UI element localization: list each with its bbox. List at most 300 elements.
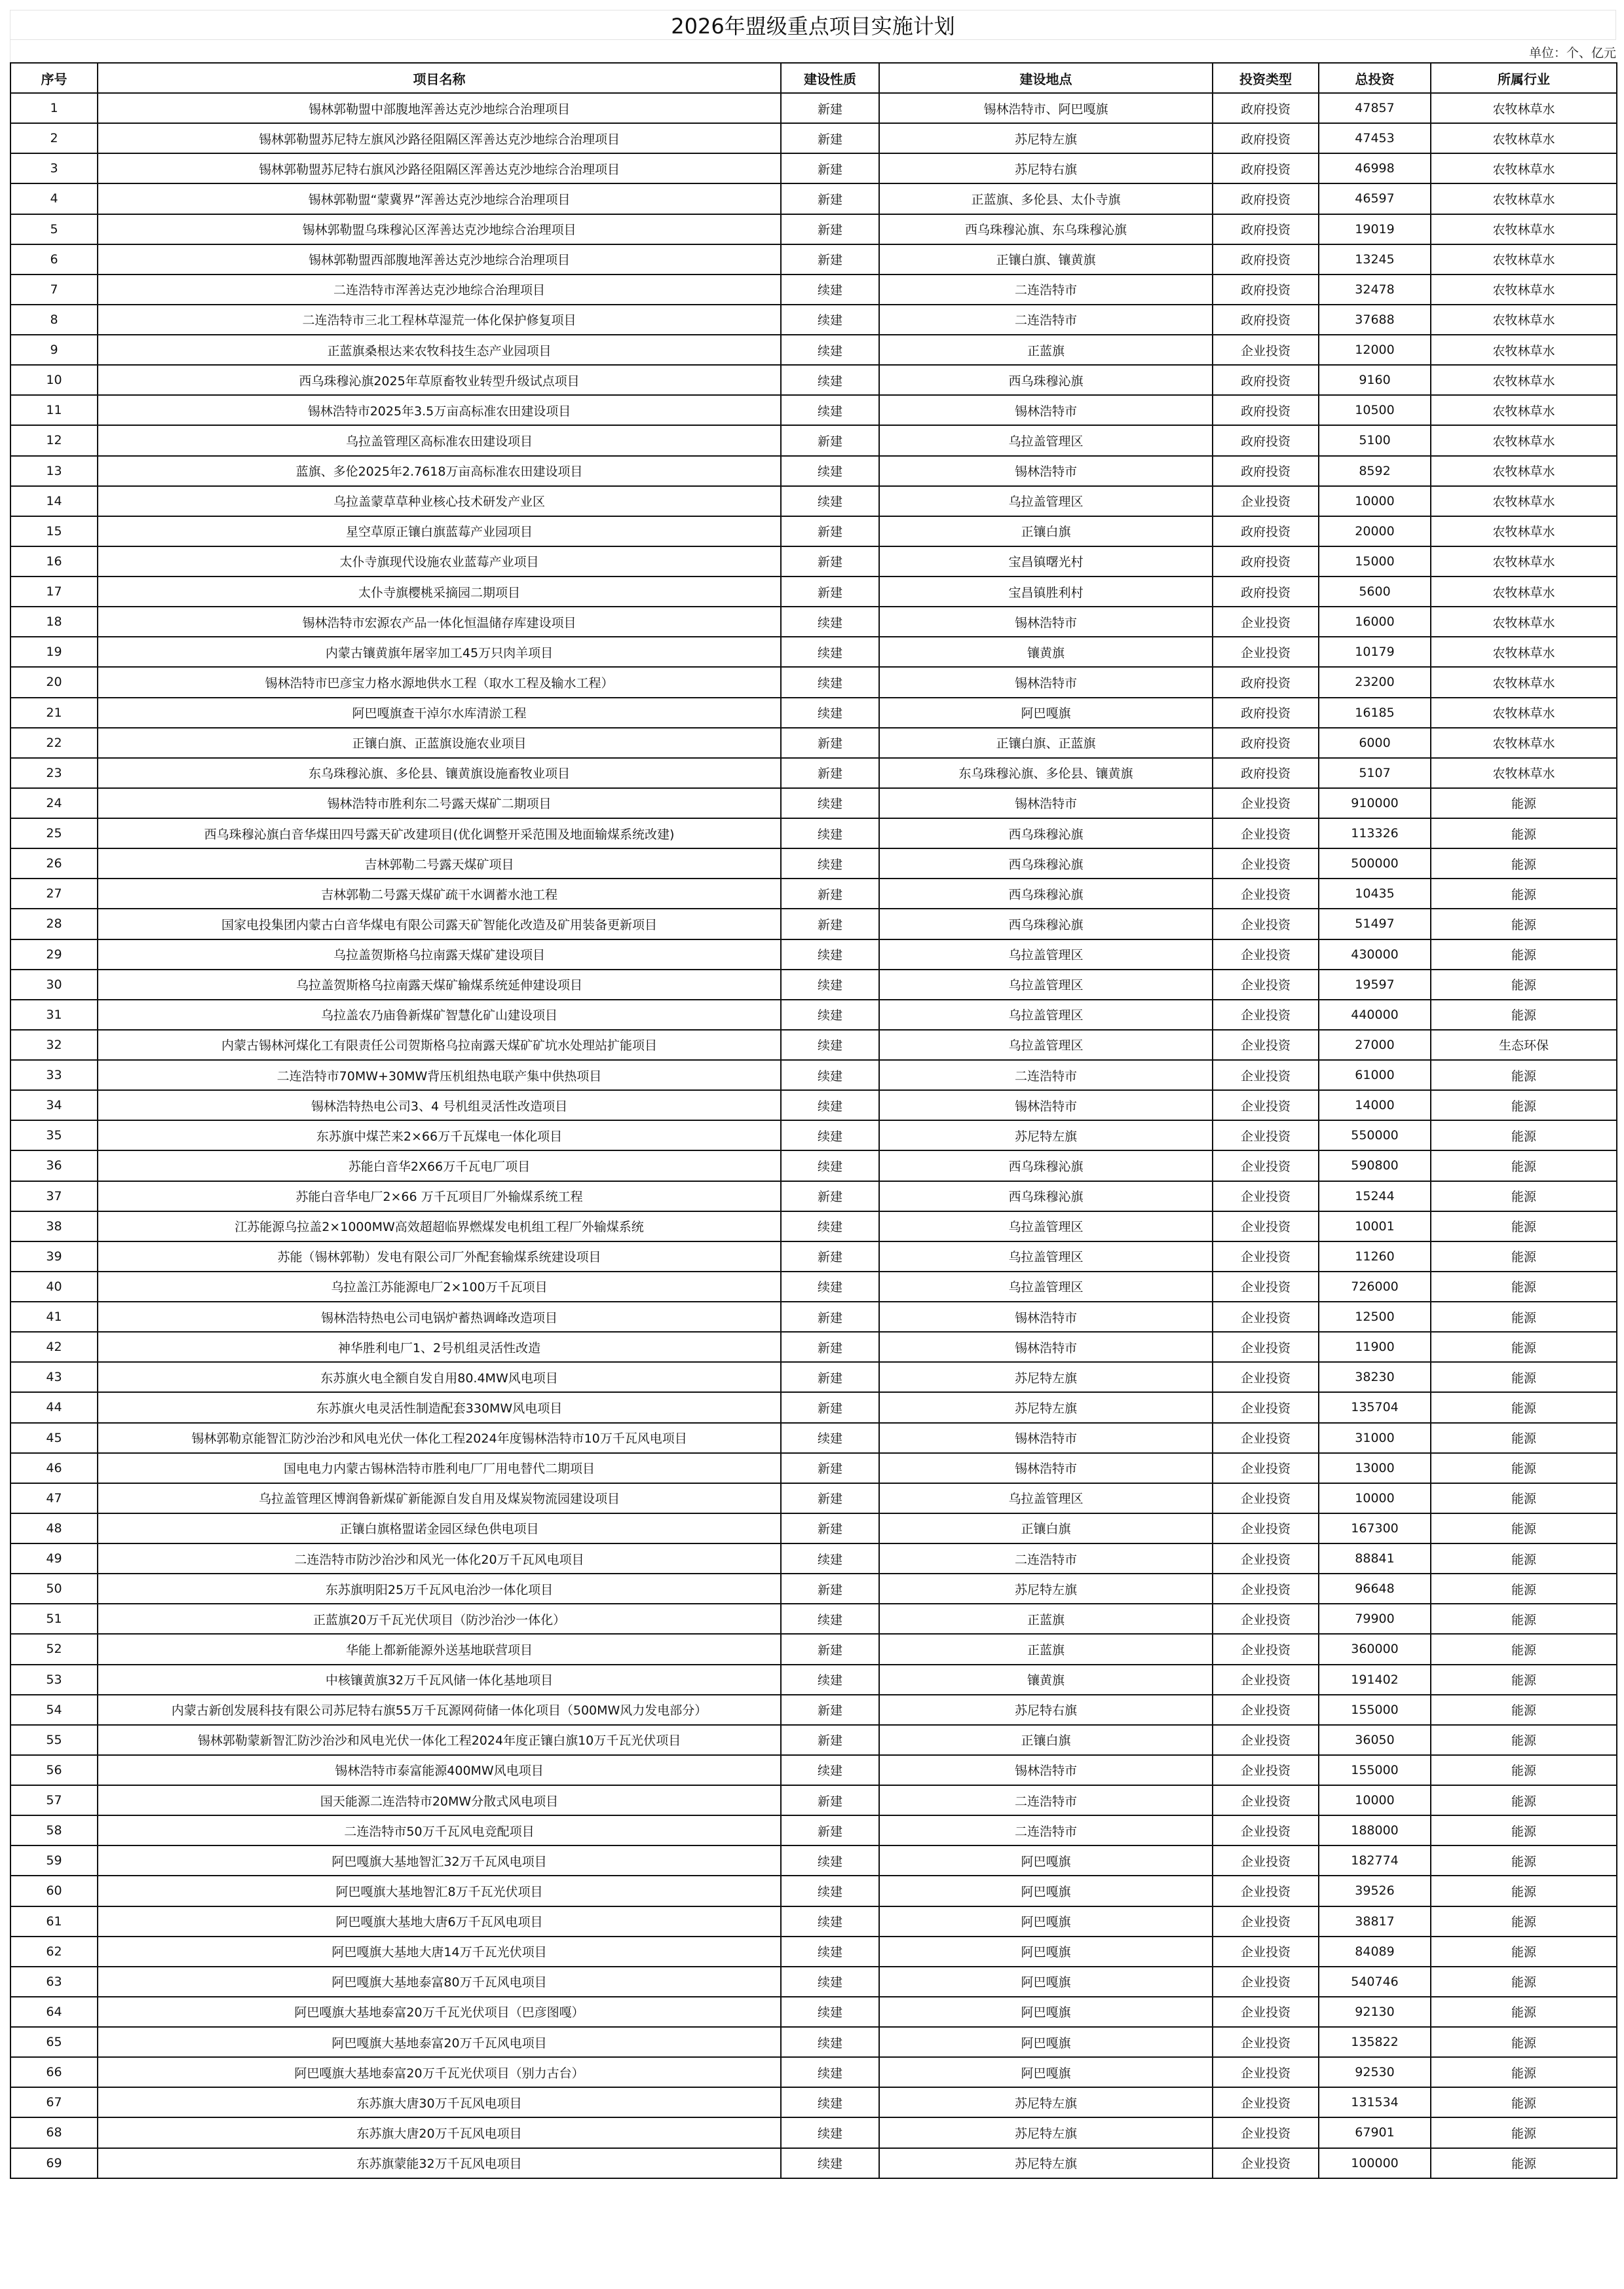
table-row bbox=[10, 335, 1617, 365]
cell-location: 锡林浩特市 bbox=[879, 1423, 1213, 1453]
cell-investment-type: 企业投资 bbox=[1213, 1090, 1319, 1120]
cell-investment-type: 企业投资 bbox=[1213, 1000, 1319, 1030]
cell-total-investment: 31000 bbox=[1319, 1423, 1431, 1453]
cell-construction-type: 续建 bbox=[781, 788, 879, 818]
table-row bbox=[10, 970, 1617, 1000]
cell-investment-type: 企业投资 bbox=[1213, 1634, 1319, 1664]
table-row bbox=[10, 2057, 1617, 2087]
cell-investment-type: 企业投资 bbox=[1213, 486, 1319, 516]
cell-industry: 能源 bbox=[1431, 1272, 1617, 1302]
cell-construction-type: 新建 bbox=[781, 183, 879, 214]
cell-total-investment: 5107 bbox=[1319, 758, 1431, 788]
cell-construction-type: 续建 bbox=[781, 365, 879, 395]
cell-project-name: 乌拉盖江苏能源电厂2×100万千瓦项目 bbox=[98, 1272, 781, 1302]
cell-location: 西乌珠穆沁旗 bbox=[879, 848, 1213, 879]
cell-project-name: 苏能（锡林郭勒）发电有限公司厂外配套输煤系统建设项目 bbox=[98, 1241, 781, 1272]
cell-investment-type: 企业投资 bbox=[1213, 1120, 1319, 1150]
cell-investment-type: 企业投资 bbox=[1213, 1574, 1319, 1604]
cell-location: 锡林浩特市 bbox=[879, 788, 1213, 818]
cell-investment-type: 企业投资 bbox=[1213, 2087, 1319, 2117]
cell-investment-type: 企业投资 bbox=[1213, 1815, 1319, 1845]
cell-location: 乌拉盖管理区 bbox=[879, 1272, 1213, 1302]
table-row bbox=[10, 788, 1617, 818]
cell-total-investment: 46998 bbox=[1319, 153, 1431, 183]
cell-location: 锡林浩特市 bbox=[879, 607, 1213, 637]
cell-location: 二连浩特市 bbox=[879, 305, 1213, 335]
cell-total-investment: 135822 bbox=[1319, 2027, 1431, 2057]
cell-project-name: 东乌珠穆沁旗、多伦县、镶黄旗设施畜牧业项目 bbox=[98, 758, 781, 788]
cell-industry: 农牧林草水 bbox=[1431, 335, 1617, 365]
cell-industry: 能源 bbox=[1431, 1937, 1617, 1967]
cell-industry: 能源 bbox=[1431, 2027, 1617, 2057]
table-row bbox=[10, 93, 1617, 123]
cell-investment-type: 企业投资 bbox=[1213, 1332, 1319, 1362]
cell-seq: 53 bbox=[10, 1665, 98, 1695]
cell-investment-type: 企业投资 bbox=[1213, 1150, 1319, 1181]
cell-industry: 能源 bbox=[1431, 1241, 1617, 1272]
cell-project-name: 锡林浩特热电公司3、4 号机组灵活性改造项目 bbox=[98, 1090, 781, 1120]
cell-construction-type: 新建 bbox=[781, 1785, 879, 1815]
cell-construction-type: 新建 bbox=[781, 1725, 879, 1755]
cell-construction-type: 续建 bbox=[781, 305, 879, 335]
cell-seq: 47 bbox=[10, 1483, 98, 1513]
cell-industry: 能源 bbox=[1431, 818, 1617, 848]
cell-construction-type: 续建 bbox=[781, 1665, 879, 1695]
cell-industry: 农牧林草水 bbox=[1431, 305, 1617, 335]
cell-industry: 农牧林草水 bbox=[1431, 244, 1617, 274]
cell-location: 苏尼特左旗 bbox=[879, 1120, 1213, 1150]
cell-industry: 能源 bbox=[1431, 1483, 1617, 1513]
cell-total-investment: 51497 bbox=[1319, 909, 1431, 939]
cell-investment-type: 企业投资 bbox=[1213, 1513, 1319, 1543]
cell-seq: 7 bbox=[10, 274, 98, 305]
cell-total-investment: 61000 bbox=[1319, 1060, 1431, 1090]
cell-construction-type: 新建 bbox=[781, 879, 879, 909]
cell-industry: 农牧林草水 bbox=[1431, 123, 1617, 153]
cell-construction-type: 续建 bbox=[781, 607, 879, 637]
cell-investment-type: 政府投资 bbox=[1213, 244, 1319, 274]
cell-project-name: 蓝旗、多伦2025年2.7618万亩高标准农田建设项目 bbox=[98, 456, 781, 486]
cell-seq: 45 bbox=[10, 1423, 98, 1453]
cell-project-name: 内蒙古镶黄旗年屠宰加工45万只肉羊项目 bbox=[98, 637, 781, 667]
cell-location: 西乌珠穆沁旗 bbox=[879, 365, 1213, 395]
cell-total-investment: 47453 bbox=[1319, 123, 1431, 153]
cell-industry: 农牧林草水 bbox=[1431, 153, 1617, 183]
cell-location: 镶黄旗 bbox=[879, 637, 1213, 667]
cell-location: 正镶白旗、正蓝旗 bbox=[879, 728, 1213, 758]
cell-project-name: 二连浩特市浑善达克沙地综合治理项目 bbox=[98, 274, 781, 305]
table-row bbox=[10, 939, 1617, 970]
table-row bbox=[10, 1876, 1617, 1906]
cell-industry: 能源 bbox=[1431, 1755, 1617, 1785]
cell-industry: 能源 bbox=[1431, 1997, 1617, 2027]
cell-construction-type: 续建 bbox=[781, 1000, 879, 1030]
cell-seq: 64 bbox=[10, 1997, 98, 2027]
cell-location: 正蓝旗 bbox=[879, 1604, 1213, 1634]
cell-construction-type: 续建 bbox=[781, 1150, 879, 1181]
cell-seq: 41 bbox=[10, 1302, 98, 1332]
cell-investment-type: 企业投资 bbox=[1213, 1272, 1319, 1302]
cell-project-name: 东苏旗大唐30万千瓦风电项目 bbox=[98, 2087, 781, 2117]
cell-location: 乌拉盖管理区 bbox=[879, 970, 1213, 1000]
cell-project-name: 中核镶黄旗32万千瓦风储一体化基地项目 bbox=[98, 1665, 781, 1695]
header-project-name: 项目名称 bbox=[98, 63, 781, 93]
cell-total-investment: 32478 bbox=[1319, 274, 1431, 305]
cell-investment-type: 政府投资 bbox=[1213, 153, 1319, 183]
table-row bbox=[10, 1574, 1617, 1604]
table-row bbox=[10, 607, 1617, 637]
table-row bbox=[10, 274, 1617, 305]
table-row bbox=[10, 425, 1617, 455]
cell-location: 西乌珠穆沁旗 bbox=[879, 879, 1213, 909]
cell-investment-type: 政府投资 bbox=[1213, 698, 1319, 728]
cell-project-name: 吉林郭勒二号露天煤矿项目 bbox=[98, 848, 781, 879]
cell-location: 锡林浩特市 bbox=[879, 667, 1213, 697]
table-row bbox=[10, 1725, 1617, 1755]
cell-project-name: 锡林浩特市泰富能源400MW风电项目 bbox=[98, 1755, 781, 1785]
cell-seq: 62 bbox=[10, 1937, 98, 1967]
table-row bbox=[10, 183, 1617, 214]
cell-investment-type: 企业投资 bbox=[1213, 2117, 1319, 2147]
cell-seq: 37 bbox=[10, 1181, 98, 1211]
cell-seq: 56 bbox=[10, 1755, 98, 1785]
cell-project-name: 国天能源二连浩特市20MW分散式风电项目 bbox=[98, 1785, 781, 1815]
cell-location: 西乌珠穆沁旗 bbox=[879, 1150, 1213, 1181]
cell-investment-type: 政府投资 bbox=[1213, 214, 1319, 244]
cell-industry: 能源 bbox=[1431, 1211, 1617, 1241]
table-row bbox=[10, 1060, 1617, 1090]
cell-location: 乌拉盖管理区 bbox=[879, 1483, 1213, 1513]
table-row bbox=[10, 244, 1617, 274]
cell-industry: 能源 bbox=[1431, 1543, 1617, 1574]
table-row bbox=[10, 1483, 1617, 1513]
cell-industry: 农牧林草水 bbox=[1431, 183, 1617, 214]
cell-industry: 农牧林草水 bbox=[1431, 577, 1617, 607]
cell-industry: 能源 bbox=[1431, 1392, 1617, 1422]
cell-seq: 21 bbox=[10, 698, 98, 728]
cell-location: 西乌珠穆沁旗 bbox=[879, 818, 1213, 848]
cell-construction-type: 续建 bbox=[781, 1997, 879, 2027]
cell-project-name: 东苏旗火电全额自发自用80.4MW风电项目 bbox=[98, 1362, 781, 1392]
cell-location: 二连浩特市 bbox=[879, 1815, 1213, 1845]
cell-construction-type: 续建 bbox=[781, 667, 879, 697]
table-row bbox=[10, 1997, 1617, 2027]
cell-investment-type: 企业投资 bbox=[1213, 1665, 1319, 1695]
cell-construction-type: 新建 bbox=[781, 214, 879, 244]
cell-project-name: 西乌珠穆沁旗白音华煤田四号露天矿改建项目(优化调整开采范围及地面输煤系统改建) bbox=[98, 818, 781, 848]
cell-seq: 13 bbox=[10, 456, 98, 486]
cell-total-investment: 9160 bbox=[1319, 365, 1431, 395]
cell-total-investment: 8592 bbox=[1319, 456, 1431, 486]
cell-project-name: 锡林浩特市胜利东二号露天煤矿二期项目 bbox=[98, 788, 781, 818]
table-row bbox=[10, 1755, 1617, 1785]
cell-location: 二连浩特市 bbox=[879, 1785, 1213, 1815]
cell-total-investment: 10000 bbox=[1319, 1483, 1431, 1513]
cell-construction-type: 续建 bbox=[781, 2117, 879, 2147]
cell-project-name: 阿巴嘎旗查干淖尔水库清淤工程 bbox=[98, 698, 781, 728]
cell-investment-type: 企业投资 bbox=[1213, 1392, 1319, 1422]
cell-project-name: 国电电力内蒙古锡林浩特市胜利电厂厂用电替代二期项目 bbox=[98, 1453, 781, 1483]
table-row bbox=[10, 879, 1617, 909]
cell-project-name: 吉林郭勒二号露天煤矿疏干水调蓄水池工程 bbox=[98, 879, 781, 909]
cell-project-name: 苏能白音华2X66万千瓦电厂项目 bbox=[98, 1150, 781, 1181]
cell-industry: 能源 bbox=[1431, 1785, 1617, 1815]
cell-total-investment: 113326 bbox=[1319, 818, 1431, 848]
cell-investment-type: 政府投资 bbox=[1213, 728, 1319, 758]
table-row bbox=[10, 1150, 1617, 1181]
cell-construction-type: 续建 bbox=[781, 395, 879, 425]
cell-project-name: 锡林浩特热电公司电锅炉蓄热调峰改造项目 bbox=[98, 1302, 781, 1332]
cell-seq: 34 bbox=[10, 1090, 98, 1120]
cell-location: 阿巴嘎旗 bbox=[879, 1906, 1213, 1937]
cell-investment-type: 企业投资 bbox=[1213, 1362, 1319, 1392]
cell-industry: 能源 bbox=[1431, 1695, 1617, 1725]
table-row bbox=[10, 2117, 1617, 2147]
cell-industry: 能源 bbox=[1431, 2057, 1617, 2087]
cell-investment-type: 企业投资 bbox=[1213, 1937, 1319, 1967]
cell-industry: 能源 bbox=[1431, 1513, 1617, 1543]
cell-total-investment: 92530 bbox=[1319, 2057, 1431, 2087]
cell-location: 锡林浩特市 bbox=[879, 395, 1213, 425]
cell-total-investment: 10435 bbox=[1319, 879, 1431, 909]
cell-seq: 2 bbox=[10, 123, 98, 153]
table-row bbox=[10, 2148, 1617, 2178]
cell-construction-type: 续建 bbox=[781, 1906, 879, 1937]
cell-construction-type: 新建 bbox=[781, 516, 879, 546]
cell-industry: 能源 bbox=[1431, 1967, 1617, 1997]
cell-industry: 能源 bbox=[1431, 970, 1617, 1000]
cell-industry: 能源 bbox=[1431, 939, 1617, 970]
cell-project-name: 阿巴嘎旗大基地泰富80万千瓦风电项目 bbox=[98, 1967, 781, 1997]
cell-seq: 35 bbox=[10, 1120, 98, 1150]
cell-construction-type: 续建 bbox=[781, 1272, 879, 1302]
cell-project-name: 星空草原正镶白旗蓝莓产业园项目 bbox=[98, 516, 781, 546]
cell-industry: 农牧林草水 bbox=[1431, 607, 1617, 637]
cell-seq: 51 bbox=[10, 1604, 98, 1634]
cell-total-investment: 12000 bbox=[1319, 335, 1431, 365]
cell-total-investment: 500000 bbox=[1319, 848, 1431, 879]
cell-project-name: 二连浩特市防沙治沙和风光一体化20万千瓦风电项目 bbox=[98, 1543, 781, 1574]
cell-project-name: 二连浩特市70MW+30MW背压机组热电联产集中供热项目 bbox=[98, 1060, 781, 1090]
cell-project-name: 国家电投集团内蒙古白音华煤电有限公司露天矿智能化改造及矿用装备更新项目 bbox=[98, 909, 781, 939]
cell-industry: 农牧林草水 bbox=[1431, 425, 1617, 455]
cell-construction-type: 续建 bbox=[781, 1060, 879, 1090]
cell-construction-type: 续建 bbox=[781, 1423, 879, 1453]
cell-seq: 10 bbox=[10, 365, 98, 395]
cell-construction-type: 新建 bbox=[781, 123, 879, 153]
cell-total-investment: 12500 bbox=[1319, 1302, 1431, 1332]
cell-seq: 61 bbox=[10, 1906, 98, 1937]
cell-total-investment: 96648 bbox=[1319, 1574, 1431, 1604]
cell-project-name: 东苏旗大唐20万千瓦风电项目 bbox=[98, 2117, 781, 2147]
header-row bbox=[10, 63, 1617, 93]
cell-construction-type: 新建 bbox=[781, 93, 879, 123]
cell-industry: 能源 bbox=[1431, 1332, 1617, 1362]
cell-location: 苏尼特左旗 bbox=[879, 123, 1213, 153]
cell-location: 镶黄旗 bbox=[879, 1665, 1213, 1695]
projects-table bbox=[10, 62, 1617, 2179]
cell-location: 苏尼特右旗 bbox=[879, 153, 1213, 183]
cell-location: 乌拉盖管理区 bbox=[879, 486, 1213, 516]
table-row bbox=[10, 123, 1617, 153]
cell-total-investment: 10179 bbox=[1319, 637, 1431, 667]
cell-project-name: 华能上都新能源外送基地联营项目 bbox=[98, 1634, 781, 1664]
cell-seq: 59 bbox=[10, 1845, 98, 1876]
cell-total-investment: 14000 bbox=[1319, 1090, 1431, 1120]
cell-industry: 农牧林草水 bbox=[1431, 395, 1617, 425]
table-row bbox=[10, 1090, 1617, 1120]
cell-total-investment: 155000 bbox=[1319, 1755, 1431, 1785]
cell-seq: 17 bbox=[10, 577, 98, 607]
cell-project-name: 阿巴嘎旗大基地泰富20万千瓦风电项目 bbox=[98, 2027, 781, 2057]
cell-investment-type: 政府投资 bbox=[1213, 577, 1319, 607]
table-row bbox=[10, 1634, 1617, 1664]
cell-total-investment: 13000 bbox=[1319, 1453, 1431, 1483]
cell-construction-type: 新建 bbox=[781, 1332, 879, 1362]
table-row bbox=[10, 1211, 1617, 1241]
cell-project-name: 东苏旗火电灵活性制造配套330MW风电项目 bbox=[98, 1392, 781, 1422]
cell-investment-type: 企业投资 bbox=[1213, 1604, 1319, 1634]
cell-project-name: 内蒙古新创发展科技有限公司苏尼特右旗55万千瓦源网荷储一体化项目（500MW风力发电部分） bbox=[98, 1695, 781, 1725]
cell-industry: 能源 bbox=[1431, 1181, 1617, 1211]
cell-location: 阿巴嘎旗 bbox=[879, 698, 1213, 728]
table-row bbox=[10, 1937, 1617, 1967]
cell-seq: 12 bbox=[10, 425, 98, 455]
cell-location: 正镶白旗 bbox=[879, 516, 1213, 546]
cell-project-name: 锡林郭勒盟乌珠穆沁区浑善达克沙地综合治理项目 bbox=[98, 214, 781, 244]
cell-investment-type: 企业投资 bbox=[1213, 1181, 1319, 1211]
cell-investment-type: 政府投资 bbox=[1213, 516, 1319, 546]
cell-location: 乌拉盖管理区 bbox=[879, 1241, 1213, 1272]
cell-total-investment: 360000 bbox=[1319, 1634, 1431, 1664]
cell-investment-type: 企业投资 bbox=[1213, 1695, 1319, 1725]
cell-total-investment: 550000 bbox=[1319, 1120, 1431, 1150]
cell-industry: 能源 bbox=[1431, 848, 1617, 879]
cell-seq: 58 bbox=[10, 1815, 98, 1845]
cell-total-investment: 23200 bbox=[1319, 667, 1431, 697]
table-row bbox=[10, 2027, 1617, 2057]
table-row bbox=[10, 1000, 1617, 1030]
cell-project-name: 二连浩特市三北工程林草湿荒一体化保护修复项目 bbox=[98, 305, 781, 335]
cell-project-name: 内蒙古锡林河煤化工有限责任公司贺斯格乌拉南露天煤矿矿坑水处理站扩能项目 bbox=[98, 1030, 781, 1060]
cell-location: 西乌珠穆沁旗 bbox=[879, 1181, 1213, 1211]
cell-investment-type: 企业投资 bbox=[1213, 939, 1319, 970]
cell-project-name: 太仆寺旗樱桃采摘园二期项目 bbox=[98, 577, 781, 607]
cell-seq: 49 bbox=[10, 1543, 98, 1574]
cell-industry: 农牧林草水 bbox=[1431, 728, 1617, 758]
cell-industry: 能源 bbox=[1431, 1362, 1617, 1392]
cell-seq: 46 bbox=[10, 1453, 98, 1483]
cell-total-investment: 10001 bbox=[1319, 1211, 1431, 1241]
cell-seq: 5 bbox=[10, 214, 98, 244]
cell-investment-type: 企业投资 bbox=[1213, 1423, 1319, 1453]
unit-row bbox=[10, 40, 1616, 62]
cell-location: 乌拉盖管理区 bbox=[879, 939, 1213, 970]
table-row bbox=[10, 667, 1617, 697]
cell-construction-type: 续建 bbox=[781, 1030, 879, 1060]
cell-total-investment: 38817 bbox=[1319, 1906, 1431, 1937]
cell-seq: 68 bbox=[10, 2117, 98, 2147]
cell-seq: 24 bbox=[10, 788, 98, 818]
cell-project-name: 正镶白旗、正蓝旗设施农业项目 bbox=[98, 728, 781, 758]
table-row bbox=[10, 637, 1617, 667]
cell-location: 东乌珠穆沁旗、多伦县、镶黄旗 bbox=[879, 758, 1213, 788]
cell-construction-type: 续建 bbox=[781, 848, 879, 879]
cell-location: 正镶白旗 bbox=[879, 1725, 1213, 1755]
table-row bbox=[10, 395, 1617, 425]
cell-industry: 能源 bbox=[1431, 1120, 1617, 1150]
cell-location: 二连浩特市 bbox=[879, 1060, 1213, 1090]
cell-seq: 52 bbox=[10, 1634, 98, 1664]
header-total-investment: 总投资 bbox=[1319, 63, 1431, 93]
cell-industry: 能源 bbox=[1431, 2087, 1617, 2117]
cell-project-name: 阿巴嘎旗大基地泰富20万千瓦光伏项目（巴彦图嘎） bbox=[98, 1997, 781, 2027]
cell-investment-type: 政府投资 bbox=[1213, 425, 1319, 455]
cell-construction-type: 新建 bbox=[781, 1302, 879, 1332]
cell-industry: 能源 bbox=[1431, 1090, 1617, 1120]
cell-project-name: 阿巴嘎旗大基地大唐6万千瓦风电项目 bbox=[98, 1906, 781, 1937]
cell-location: 锡林浩特市 bbox=[879, 1302, 1213, 1332]
cell-construction-type: 续建 bbox=[781, 486, 879, 516]
cell-industry: 能源 bbox=[1431, 1302, 1617, 1332]
table-row bbox=[10, 1241, 1617, 1272]
cell-investment-type: 政府投资 bbox=[1213, 758, 1319, 788]
table-row bbox=[10, 1604, 1617, 1634]
cell-seq: 15 bbox=[10, 516, 98, 546]
cell-location: 乌拉盖管理区 bbox=[879, 1211, 1213, 1241]
cell-location: 正镶白旗 bbox=[879, 1513, 1213, 1543]
cell-construction-type: 续建 bbox=[781, 1604, 879, 1634]
cell-total-investment: 16185 bbox=[1319, 698, 1431, 728]
cell-project-name: 正蓝旗桑根达来农牧科技生态产业园项目 bbox=[98, 335, 781, 365]
title-row bbox=[10, 10, 1616, 40]
cell-seq: 6 bbox=[10, 244, 98, 274]
cell-investment-type: 企业投资 bbox=[1213, 1060, 1319, 1090]
cell-project-name: 锡林浩特市巴彦宝力格水源地供水工程（取水工程及输水工程） bbox=[98, 667, 781, 697]
cell-location: 乌拉盖管理区 bbox=[879, 1030, 1213, 1060]
table-row bbox=[10, 909, 1617, 939]
table-row bbox=[10, 1362, 1617, 1392]
cell-construction-type: 续建 bbox=[781, 335, 879, 365]
cell-construction-type: 续建 bbox=[781, 1845, 879, 1876]
cell-investment-type: 企业投资 bbox=[1213, 2057, 1319, 2087]
cell-location: 阿巴嘎旗 bbox=[879, 1845, 1213, 1876]
cell-investment-type: 企业投资 bbox=[1213, 1483, 1319, 1513]
cell-investment-type: 政府投资 bbox=[1213, 667, 1319, 697]
table-row bbox=[10, 1030, 1617, 1060]
cell-investment-type: 企业投资 bbox=[1213, 335, 1319, 365]
cell-total-investment: 11900 bbox=[1319, 1332, 1431, 1362]
cell-total-investment: 19019 bbox=[1319, 214, 1431, 244]
cell-investment-type: 政府投资 bbox=[1213, 395, 1319, 425]
cell-total-investment: 191402 bbox=[1319, 1665, 1431, 1695]
cell-industry: 农牧林草水 bbox=[1431, 486, 1617, 516]
cell-construction-type: 新建 bbox=[781, 244, 879, 274]
cell-project-name: 锡林郭勒盟苏尼特左旗风沙路径阻隔区浑善达克沙地综合治理项目 bbox=[98, 123, 781, 153]
cell-investment-type: 政府投资 bbox=[1213, 456, 1319, 486]
cell-location: 锡林浩特市 bbox=[879, 456, 1213, 486]
cell-total-investment: 430000 bbox=[1319, 939, 1431, 970]
cell-investment-type: 企业投资 bbox=[1213, 1997, 1319, 2027]
cell-total-investment: 726000 bbox=[1319, 1272, 1431, 1302]
cell-project-name: 阿巴嘎旗大基地泰富20万千瓦光伏项目（别力古台） bbox=[98, 2057, 781, 2087]
cell-total-investment: 6000 bbox=[1319, 728, 1431, 758]
cell-seq: 4 bbox=[10, 183, 98, 214]
cell-total-investment: 5600 bbox=[1319, 577, 1431, 607]
cell-total-investment: 20000 bbox=[1319, 516, 1431, 546]
cell-location: 阿巴嘎旗 bbox=[879, 2057, 1213, 2087]
cell-seq: 16 bbox=[10, 546, 98, 577]
